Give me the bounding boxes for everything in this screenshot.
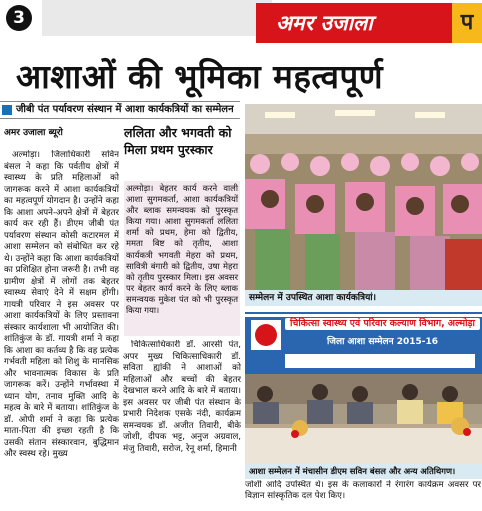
article-column-1 [4,150,119,510]
section-logo: प [452,3,482,43]
bullet-square-icon [2,105,12,115]
page-number: 3 [6,5,32,31]
audience-photo-image [245,104,482,290]
byline: अमर उजाला ब्यूरो [4,128,63,138]
article-text-2: चिकित्साधिकारी डॉ. आरसी पंत, अपर मुख्य चिकित्साधिकारी डॉ. सविता ह्यांकी ने आशाओं को महिलाओं और बच्चों की बेहतर देखभाल करने आदि के बारे में बताया। इस अवसर पर जीबी पंत संस्थान के प्रभारी निदेशक एसके नंदी, कार्यक्रम समन्वयक डॉ. अजीत तिवारी, बीके जोशी, दीपक भट्ट, अनुज अग्रवाल, मंजु तिवारी, सरोज, रेनू शर्मा, हिमानी [123,340,241,454]
banner-subtitle: जिला आशा सम्मेलन 2015-16 [326,337,439,347]
header-band [42,0,272,36]
sidebar-box-body: अल्मोड़ा। बेहतर कार्य करने वाली आशा सुगमकर्ता, आशा कार्यकत्रियों और ब्लाक समन्वयक को पुरस्कृत किया गया। आशा सुगमकर्ता ललिता शर्मा को प्रथम, हेमा को द्वितीय, ममता बिष्ट को तृतीय, आशा कार्यकत्री भगवती मेहरा को प्रथम, सावित्री बंगारी को द्वितीय, उषा मेहरा को तृतीय पुरस्कार मिला। इस अवसर पर बेहतर कार्य करने के लिए ब्लाक समन्वयक मुकेश पंत को भी पुरस्कृत किया गया। [124,181,240,336]
page-number-badge [0,0,42,36]
article-text-1: अल्मोड़ा। जिलाधिकारी सविन बंसल ने कहा कि पर्वतीय क्षेत्रों में स्वास्थ्य के प्रति महिलाओं को जागरूक करने में आशा कार्यकत्रियों का महत्वपूर्ण योगदान है। उन्होंने कहा कि आशा अपने-अपने क्षेत्रों में बेहतर कार्य कर रही हैं। डीएम जीबी पंत पर्यावरण संस्थान कोसी कटारमल में आशा सम्मेलन को संबोधित कर रहे थे। उन्होंने कहा कि आशा कार्यकत्रियों का प्रशिक्षित होना जरूरी है। तभी वह ग्रामीण क्षेत्रों में लोगों तक बेहतर स्वास्थ्य सेवाएं देने में सक्षम होंगी। गायत्री परिवार ने इस अवसर पर आशा कार्यकत्रियों के लिए प्रस्तावना संस्कार कार्यशाला भी आयोजित की। शांतिकुंज के डॉ. गायत्री शर्मा ने कहा कि आशा का कर्तव्य है कि वह प्रत्येक गर्भवती महिला को शिशु के मानसिक और भावनात्मक विकास के प्रति जागरूक करें। उन्होंने गर्भावस्था में ध्यान योग, तनाव मुक्ति आदि के महत्व के बारे में बताया। शांतिकुंज के डॉ. ओपी शर्मा ने कहा कि प्रत्येक माता-पिता की इच्छा रहती है कि उसकी संतान संस्कारवान, बुद्धिमान और स्वस्थ रहे। मुख्य [4,150,119,459]
audience-photo [245,104,482,304]
sidebar-box-title: ललिता और भगवती को मिला प्रथम पुरस्कार [124,124,240,176]
banner-title: चिकित्सा स्वास्थ्य एवं परिवार कल्याण विभाग, अल्मोड़ा [285,318,480,330]
subheadline: जीबी पंत पर्यावरण संस्थान में आशा कार्यकत्रियों का सम्मेलन [16,104,234,115]
stage-photo-image [245,312,482,464]
photo1-caption: सम्मेलन में उपस्थित आशा कार्यकत्रियां। [245,290,482,306]
stage-photo [245,312,482,464]
subheadline-bar [0,101,240,119]
article-column-2 [123,340,241,510]
article-column-3 [245,480,481,511]
headline: आशाओं की भूमिका महत्वपूर्ण [16,57,384,96]
newspaper-logo: अमर उजाला [256,3,452,43]
article-text-3: जोशी आदि उपस्थित थे। इस के कलाकारों ने रंगारंग कार्यक्रम अवसर पर विज्ञान सांस्कृतिक दल पेश किए। [245,480,481,501]
photo2-caption: आशा सम्मेलन में मंचासीन डीएम सविन बंसल और अन्य अतिथिगण। [245,464,482,479]
